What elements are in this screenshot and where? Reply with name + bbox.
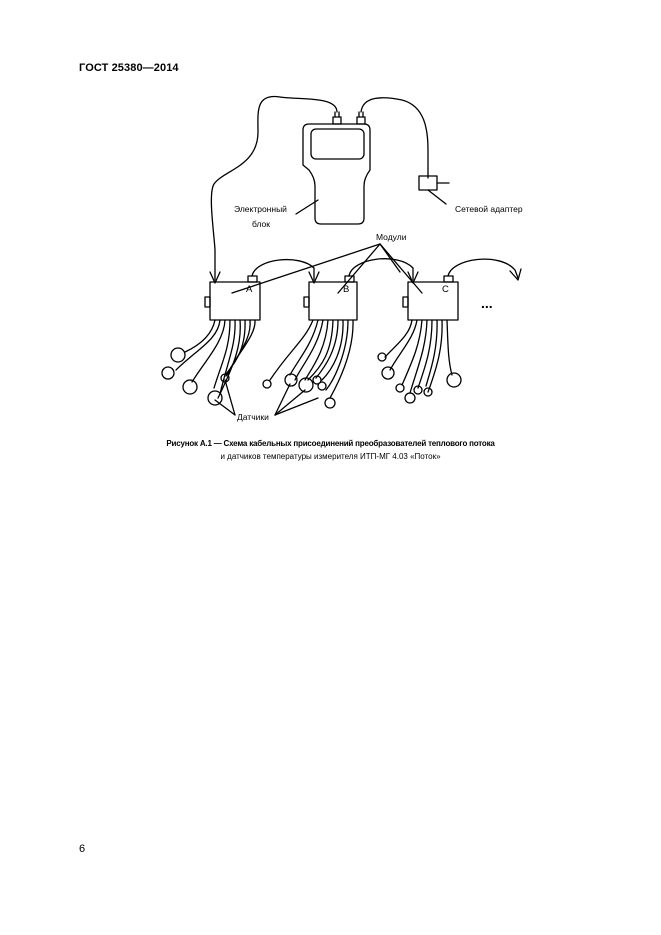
module-a-top-port [248,276,257,282]
module-c-side-port [403,297,408,307]
cable-module-c-next [448,259,518,278]
label-network-adapter: Сетевой адаптер [455,204,523,214]
figure-caption-title: Рисунок А.1 — Схема кабельных присоединений преобразователей теплового потока [166,439,495,448]
sensors-module-b [263,374,335,408]
module-a-side-port [205,297,210,307]
figure-caption-subtitle: и датчиков температуры измерителя ИТП-МГ 4.03 «Поток» [220,452,441,461]
unit-connector-left [333,117,341,124]
module-a [210,282,260,320]
module-c [408,282,458,320]
cable-unit-to-adapter [361,98,428,178]
page-number: 6 [79,843,86,855]
label-module-b: В [343,284,350,295]
label-sensors: Датчики [237,412,269,422]
module-b [309,282,357,320]
unit-connector-right [357,117,365,124]
electronic-unit [303,124,370,224]
label-electronic-unit-2: блок [252,219,270,229]
module-b-side-port [304,297,309,307]
unit-screen [311,129,364,159]
label-module-c: С [442,284,449,295]
module-c-top-port [444,276,453,282]
document-header: ГОСТ 25380—2014 [79,62,179,74]
cable-module-a-to-b [252,260,314,280]
label-more-modules: ... [481,295,493,311]
label-module-a: А [246,284,253,295]
label-electronic-unit-1: Электронный [234,204,287,214]
label-modules: Модули [376,232,407,242]
